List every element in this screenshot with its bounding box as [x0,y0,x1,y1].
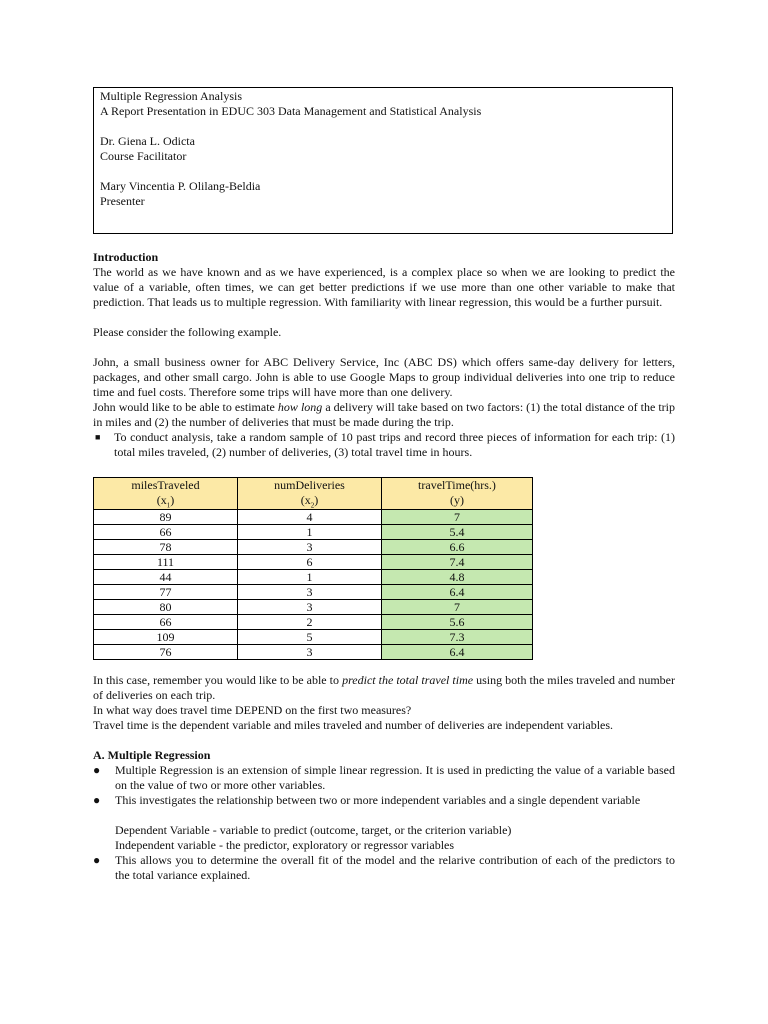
travel-time-cell: 6.4 [382,645,533,660]
travel-time-cell: 7.3 [382,630,533,645]
travel-time-cell: 7.4 [382,555,533,570]
table-row [94,555,533,570]
bullet-item [93,793,675,808]
facilitator-name: Dr. Giena L. Odicta [100,134,195,148]
after-table-paragraph-1: In this case, remember you would like to be able to predict the total travel time using both the miles traveled and number of deliveries on each trip. [93,673,676,702]
introduction-heading: Introduction [93,250,159,264]
miles-cell: 44 [94,570,238,585]
table-row [94,570,533,585]
deliveries-cell: 3 [238,585,382,600]
bullet-text: This allows you to determine the overall fit of the model and the relarive contribution of each of the predictors to the total variance explained. [115,853,675,882]
miles-cell: 78 [94,540,238,555]
header-miles-traveled: milesTraveled $(x_1)$ [94,478,238,510]
miles-cell: 89 [94,510,238,525]
round-bullet-icon: ● [93,763,101,777]
travel-time-cell: 6.4 [382,585,533,600]
miles-cell: 111 [94,555,238,570]
deliveries-cell: 3 [238,600,382,615]
table-row [94,645,533,660]
deliveries-cell: 3 [238,645,382,660]
table-row [94,630,533,645]
deliveries-cell: 3 [238,540,382,555]
deliveries-cell: 2 [238,615,382,630]
bullet-item [93,763,675,793]
deliveries-cell: 6 [238,555,382,570]
section-a-heading: A. Multiple Regression [93,748,211,762]
deliveries-cell: 1 [238,525,382,540]
miles-cell: 80 [94,600,238,615]
table-row [94,525,533,540]
table-row [94,615,533,630]
report-subtitle: A Report Presentation in EDUC 303 Data Management and Statistical Analysis [100,104,482,118]
after-table-paragraph-3: Travel time is the dependent variable and miles traveled and number of deliveries are independent variables. [93,718,614,732]
travel-time-cell: 7 [382,510,533,525]
document-body [93,250,675,883]
report-title: Multiple Regression Analysis [100,89,242,103]
table-row [94,540,533,555]
table-row [94,600,533,615]
round-bullet-icon: ● [93,793,101,807]
bullet-text: This investigates the relationship between two or more independent variables and a single dependent variable [115,793,641,807]
bullet-item [93,853,675,883]
deliveries-cell: 1 [238,570,382,585]
intro-paragraph-2: Please consider the following example. [93,325,282,339]
intro-paragraph-1: The world as we have known and as we have experienced, is a complex place so when we are looking to predict the value of a variable, often times, we can get better predictions if we use more than one other variable to make that prediction. That leads us to multiple regression. With familiarity with linear regression, this would be a further pursuit. [93,265,675,309]
round-bullet-icon: ● [93,853,101,867]
p4-italic-text: how long [277,400,323,414]
presenter-name: Mary Vincentia P. Olilang-Beldia [100,179,261,193]
miles-cell: 66 [94,525,238,540]
intro-paragraph-3: John, a small business owner for ABC Delivery Service, Inc (ABC DS) which offers same-day delivery for letters, packages, and other small cargo. John is able to use Google Maps to group individual deliveries into one trip to reduce time and fuel costs. Therefore some trips will have more than one delivery. [93,355,675,399]
square-bullet-icon: ■ [95,432,101,442]
travel-time-cell: 5.6 [382,615,533,630]
table-row [94,585,533,600]
miles-cell: 109 [94,630,238,645]
deliveries-cell: 4 [238,510,382,525]
travel-time-cell: 6.6 [382,540,533,555]
deliveries-cell: 5 [238,630,382,645]
title-box [93,87,673,234]
travel-time-cell: 5.4 [382,525,533,540]
travel-time-cell: 7 [382,600,533,615]
bullet-text: To conduct analysis, take a random sample of 10 past trips and record three pieces of information for each trip: (1) total miles traveled, (2) number of deliveries, (3) total travel time in hours. [114,430,675,459]
header-travel-time: travelTime(hrs.) (y) [382,478,533,510]
p4-text-end: a delivery will take based on two factors: (1) the total distance of the trip in miles and (2) the number of deliveries that must be made during the trip. [93,400,675,429]
miles-cell: 66 [94,615,238,630]
travel-time-cell: 4.8 [382,570,533,585]
header-num-deliveries: numDeliveries $(x_2)$ [238,478,382,510]
table-header-row [94,478,533,510]
table-row [94,510,533,525]
facilitator-role: Course Facilitator [100,149,187,163]
miles-cell: 77 [94,585,238,600]
delivery-data-table [93,477,533,660]
p4-text-start: John would like to be able to estimate [93,400,278,414]
bullet-text: Multiple Regression is an extension of simple linear regression. It is used in predicting the value of a variable based on the value of two or more other variables. [115,763,675,792]
bullet-item [93,430,675,460]
dependent-variable-definition: Dependent Variable - variable to predict (outcome, target, or the criterion variable) [115,823,512,837]
presenter-role: Presenter [100,194,145,208]
after-table-paragraph-2: In what way does travel time DEPEND on the first two measures? [93,703,412,717]
intro-paragraph-4 [93,400,675,430]
independent-variable-definition: Independent variable - the predictor, exploratory or regressor variables [115,838,455,852]
miles-cell: 76 [94,645,238,660]
after-table-italic-text: predict the total travel time [342,673,474,687]
